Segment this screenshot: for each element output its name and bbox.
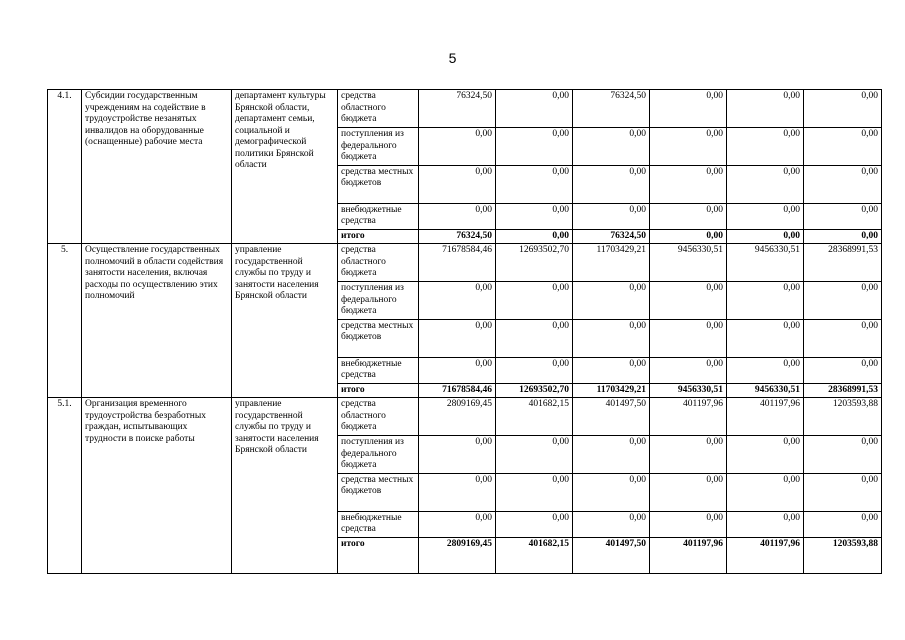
- item-executor: управление государственной службы по труду и занятости населения Брянской области: [232, 244, 338, 398]
- val-2017-cell: 0,00: [650, 511, 727, 537]
- item-number: 5.1.: [48, 398, 82, 574]
- val-2019-cell: 0,00: [804, 128, 882, 166]
- val-2017-cell: 0,00: [650, 203, 727, 229]
- val-2019-cell: 0,00: [804, 357, 882, 383]
- val-2014-cell: 76324,50: [419, 90, 496, 128]
- val-2015-cell: 0,00: [496, 511, 573, 537]
- val-2019-cell: 0,00: [804, 229, 882, 244]
- val-2016-cell: 0,00: [573, 473, 650, 511]
- val-2018-cell: 0,00: [727, 282, 804, 320]
- funding-source: итого: [338, 383, 419, 398]
- val-2015-cell: 401682,15: [496, 537, 573, 573]
- val-2019-cell: 0,00: [804, 436, 882, 474]
- item-executor: департамент культуры Брянской области, департамент семьи, социальной и демографической политики Брянской области: [232, 90, 338, 244]
- val-2016-cell: 0,00: [573, 165, 650, 203]
- val-2016-cell: 11703429,21: [573, 383, 650, 398]
- val-2017-cell: 0,00: [650, 357, 727, 383]
- val-2019-cell: 0,00: [804, 511, 882, 537]
- item-number: 4.1.: [48, 90, 82, 244]
- val-2019-cell: 28368991,53: [804, 244, 882, 282]
- funding-source: поступления из федерального бюджета: [338, 282, 419, 320]
- val-2017-cell: 9456330,51: [650, 383, 727, 398]
- val-2018-cell: 0,00: [727, 436, 804, 474]
- val-2018-cell: 0,00: [727, 357, 804, 383]
- budget-table-body: [48, 90, 882, 574]
- val-2014-cell: 0,00: [419, 357, 496, 383]
- val-2017-cell: 401197,96: [650, 537, 727, 573]
- val-2018-cell: 0,00: [727, 90, 804, 128]
- val-2015-cell: 12693502,70: [496, 383, 573, 398]
- val-2018-cell: 0,00: [727, 511, 804, 537]
- funding-source: поступления из федерального бюджета: [338, 436, 419, 474]
- val-2015-cell: 12693502,70: [496, 244, 573, 282]
- funding-source: внебюджетные средства: [338, 357, 419, 383]
- val-2019-cell: 0,00: [804, 165, 882, 203]
- val-2014-cell: 2809169,45: [419, 537, 496, 573]
- val-2018-cell: 0,00: [727, 128, 804, 166]
- val-2019-cell: 0,00: [804, 282, 882, 320]
- val-2016-cell: 0,00: [573, 128, 650, 166]
- val-2018-cell: 9456330,51: [727, 244, 804, 282]
- funding-source: поступления из федерального бюджета: [338, 128, 419, 166]
- val-2016-cell: 0,00: [573, 319, 650, 357]
- funding-source: внебюджетные средства: [338, 511, 419, 537]
- val-2014-cell: 0,00: [419, 436, 496, 474]
- val-2018-cell: 401197,96: [727, 537, 804, 573]
- val-2016-cell: 0,00: [573, 357, 650, 383]
- val-2015-cell: 0,00: [496, 436, 573, 474]
- val-2016-cell: 401497,50: [573, 398, 650, 436]
- val-2017-cell: 0,00: [650, 229, 727, 244]
- val-2014-cell: 2809169,45: [419, 398, 496, 436]
- val-2014-cell: 0,00: [419, 165, 496, 203]
- funding-source: итого: [338, 229, 419, 244]
- val-2019-cell: 0,00: [804, 319, 882, 357]
- val-2018-cell: 0,00: [727, 319, 804, 357]
- funding-source: средства областного бюджета: [338, 398, 419, 436]
- val-2014-cell: 0,00: [419, 128, 496, 166]
- val-2017-cell: 0,00: [650, 473, 727, 511]
- val-2019-cell: 1203593,88: [804, 398, 882, 436]
- val-2017-cell: 401197,96: [650, 398, 727, 436]
- table-row: [48, 90, 882, 128]
- val-2015-cell: 0,00: [496, 357, 573, 383]
- item-executor: управление государственной службы по труду и занятости населения Брянской области: [232, 398, 338, 574]
- funding-source: средства местных бюджетов: [338, 165, 419, 203]
- val-2014-cell: 0,00: [419, 282, 496, 320]
- val-2017-cell: 0,00: [650, 90, 727, 128]
- val-2015-cell: 0,00: [496, 90, 573, 128]
- item-description: Осуществление государственных полномочий в области содействия занятости населения, включая расходы по осуществлению этих полномочий: [82, 244, 232, 398]
- val-2019-cell: 0,00: [804, 90, 882, 128]
- val-2016-cell: 0,00: [573, 282, 650, 320]
- val-2014-cell: 71678584,46: [419, 383, 496, 398]
- val-2019-cell: 1203593,88: [804, 537, 882, 573]
- budget-table: [47, 89, 882, 574]
- val-2016-cell: 0,00: [573, 203, 650, 229]
- val-2016-cell: 0,00: [573, 436, 650, 474]
- val-2017-cell: 0,00: [650, 319, 727, 357]
- val-2015-cell: 0,00: [496, 319, 573, 357]
- val-2019-cell: 0,00: [804, 203, 882, 229]
- val-2018-cell: 9456330,51: [727, 383, 804, 398]
- item-description: Организация временного трудоустройства безработных граждан, испытывающих трудности в поиске работы: [82, 398, 232, 574]
- val-2014-cell: 76324,50: [419, 229, 496, 244]
- page-number: 5: [448, 50, 457, 66]
- val-2017-cell: 0,00: [650, 436, 727, 474]
- val-2017-cell: 9456330,51: [650, 244, 727, 282]
- val-2015-cell: 0,00: [496, 282, 573, 320]
- val-2018-cell: 401197,96: [727, 398, 804, 436]
- val-2014-cell: 0,00: [419, 473, 496, 511]
- val-2014-cell: 0,00: [419, 511, 496, 537]
- funding-source: средства местных бюджетов: [338, 319, 419, 357]
- funding-source: внебюджетные средства: [338, 203, 419, 229]
- val-2018-cell: 0,00: [727, 203, 804, 229]
- val-2017-cell: 0,00: [650, 282, 727, 320]
- item-description: Субсидии государственным учреждениям на содействие в трудоустройстве незанятых инвалидов на оборудованные (оснащенные) рабочие места: [82, 90, 232, 244]
- val-2019-cell: 0,00: [804, 473, 882, 511]
- val-2015-cell: 0,00: [496, 128, 573, 166]
- table-row: [48, 398, 882, 436]
- table-row: [48, 244, 882, 282]
- funding-source: средства областного бюджета: [338, 90, 419, 128]
- val-2015-cell: 0,00: [496, 165, 573, 203]
- funding-source: итого: [338, 537, 419, 573]
- val-2017-cell: 0,00: [650, 165, 727, 203]
- val-2015-cell: 0,00: [496, 229, 573, 244]
- val-2014-cell: 71678584,46: [419, 244, 496, 282]
- funding-source: средства областного бюджета: [338, 244, 419, 282]
- val-2014-cell: 0,00: [419, 319, 496, 357]
- val-2016-cell: 0,00: [573, 511, 650, 537]
- val-2014-cell: 0,00: [419, 203, 496, 229]
- val-2019-cell: 28368991,53: [804, 383, 882, 398]
- val-2016-cell: 401497,50: [573, 537, 650, 573]
- val-2018-cell: 0,00: [727, 165, 804, 203]
- val-2017-cell: 0,00: [650, 128, 727, 166]
- val-2015-cell: 401682,15: [496, 398, 573, 436]
- val-2016-cell: 76324,50: [573, 229, 650, 244]
- funding-source: средства местных бюджетов: [338, 473, 419, 511]
- val-2016-cell: 11703429,21: [573, 244, 650, 282]
- val-2018-cell: 0,00: [727, 229, 804, 244]
- val-2015-cell: 0,00: [496, 203, 573, 229]
- item-number: 5.: [48, 244, 82, 398]
- val-2016-cell: 76324,50: [573, 90, 650, 128]
- val-2015-cell: 0,00: [496, 473, 573, 511]
- val-2018-cell: 0,00: [727, 473, 804, 511]
